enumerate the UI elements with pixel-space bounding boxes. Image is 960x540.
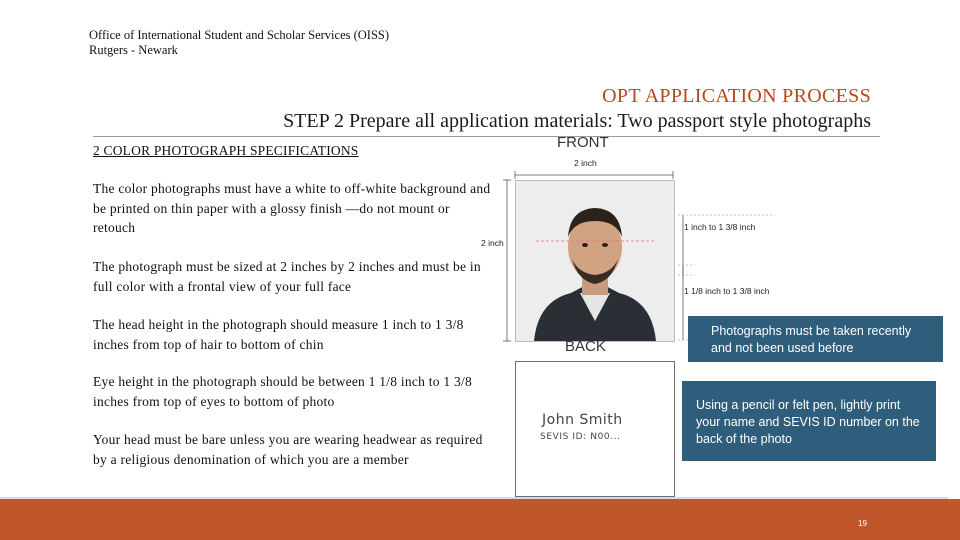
spec-paragraph-eye-height: Eye height in the photograph should be between 1 1/8 inch to 1 3/8 inches from top of eyes to bottom of photo [93,374,473,409]
page-title: OPT APPLICATION PROCESS [602,85,871,107]
back-label: BACK [565,338,606,355]
back-name-sample: John Smith [542,412,623,428]
back-sevis-sample: SEVIS ID: N00... [540,432,621,442]
callout-recent-photos: Photographs must be taken recently and not been used before [688,316,943,362]
callout-write-on-back: Using a pencil or felt pen, lightly print your name and SEVIS ID number on the back of the photo [682,381,936,461]
page-number: 19 [858,519,867,528]
campus-name: Rutgers - Newark [89,43,178,57]
spec-paragraph-head-height: The head height in the photograph should measure 1 inch to 1 3/8 inches from top of hair to bottom of chin [93,317,464,352]
person-portrait-icon [516,181,674,341]
office-name: Office of International Student and Scholar Services (OISS) [89,28,390,42]
spec-paragraph-background: The color photographs must have a white to off-white background and be printed on thin paper with a glossy finish —do not mount or retouch [93,181,491,235]
front-label: FRONT [557,134,609,151]
spec-paragraph-headwear: Your head must be bare unless you are wearing headwear as required by a religious denomination of which you are a member [93,432,483,467]
head-height-dimension-label: 1 inch to 1 3/8 inch [684,222,756,232]
spec-paragraph-size: The photograph must be sized at 2 inches by 2 inches and must be in full color with a frontal view of your full face [93,259,481,294]
title-divider [93,136,880,137]
specs-heading: 2 COLOR PHOTOGRAPH SPECIFICATIONS [93,143,359,158]
header-block [89,28,389,58]
height-dimension-label: 2 inch [481,238,504,248]
eye-height-dimension-label: 1 1/8 inch to 1 3/8 inch [684,286,770,296]
page-subtitle: STEP 2 Prepare all application materials: Two passport style photographs [283,110,871,132]
back-photo-example [515,361,675,497]
footer-bar [0,499,960,540]
width-dimension-label: 2 inch [574,158,597,168]
front-photo-example [515,180,675,342]
